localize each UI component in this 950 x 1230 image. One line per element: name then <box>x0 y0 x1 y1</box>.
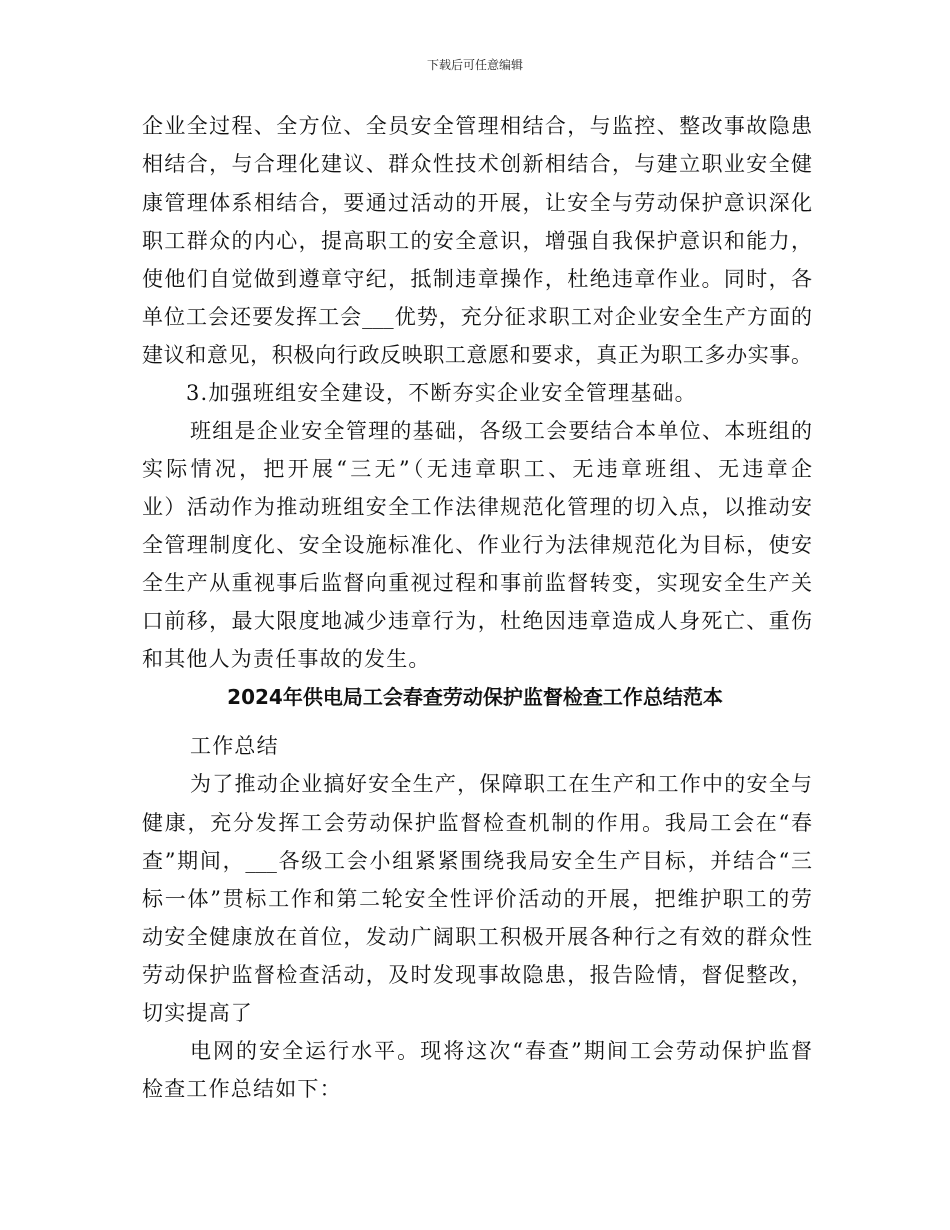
body-text-line: 全管理制度化、安全设施标准化、作业行为法律规范化为目标，使安 <box>142 533 812 557</box>
body-text-line: 单位工会还要发挥工会___优势，充分征求职工对企业安全生产方面的 <box>142 305 812 329</box>
body-text-line: 班组是企业安全管理的基础，各级工会要结合本单位、本班组的 <box>190 419 812 443</box>
body-text-line: 使他们自觉做到遵章守纪，抵制违章操作，杜绝违章作业。同时，各 <box>142 267 812 291</box>
document-title: 2024年供电局工会春查劳动保护监督检查工作总结范本 <box>227 685 723 709</box>
body-text-line: 建议和意见，积极向行政反映职工意愿和要求，真正为职工多办实事。 <box>142 343 812 367</box>
body-text-line: 动安全健康放在首位，发动广阔职工积极开展各种行之有效的群众性 <box>142 925 812 949</box>
body-text-line: 和其他人为责任事故的发生。 <box>142 647 431 671</box>
body-text-line: 全生产从重视事后监督向重视过程和事前监督转变，实现安全生产关 <box>142 571 812 595</box>
body-text-line: 康管理体系相结合，要通过活动的开展，让安全与劳动保护意识深化 <box>142 191 812 215</box>
body-text-line: 电网的安全运行水平。现将这次“春查”期间工会劳动保护监督 <box>190 1039 812 1063</box>
body-text-line: 相结合，与合理化建议、群众性技术创新相结合，与建立职业安全健 <box>142 152 812 176</box>
body-text-line: 业）活动作为推动班组安全工作法律规范化管理的切入点，以推动安 <box>142 495 812 519</box>
body-text-line: 职工群众的内心，提高职工的安全意识，增强自我保护意识和能力， <box>142 229 812 253</box>
body-text-line: 劳动保护监督检查活动，及时发现事故隐患，报告险情，督促整改， <box>142 963 812 987</box>
body-text-line: 健康，充分发挥工会劳动保护监督检查机制的作用。我局工会在“春 <box>142 811 812 835</box>
body-text-line: 口前移，最大限度地减少违章行为，杜绝因违章造成人身死亡、重伤 <box>142 609 812 633</box>
numbered-item-heading: 3.加强班组安全建设，不断夯实企业安全管理基础。 <box>186 381 697 405</box>
body-text-line: 检查工作总结如下： <box>142 1077 342 1101</box>
body-text-line: 实际情况，把开展“三无”（无违章职工、无违章班组、无违章企 <box>142 457 812 481</box>
body-text-line: 查”期间，___各级工会小组紧紧围绕我局安全生产目标，并结合“三 <box>142 849 812 873</box>
body-text-line: 企业全过程、全方位、全员安全管理相结合，与监控、整改事故隐患 <box>142 114 812 138</box>
page-header: 下载后可任意编辑 <box>426 58 523 72</box>
body-text-line: 为了推动企业搞好安全生产，保障职工在生产和工作中的安全与 <box>190 772 812 796</box>
section-heading: 工作总结 <box>190 734 279 758</box>
body-text-line: 标一体”贯标工作和第二轮安全性评价活动的开展，把维护职工的劳 <box>142 887 812 911</box>
body-text-line: 切实提高了 <box>142 1001 253 1025</box>
